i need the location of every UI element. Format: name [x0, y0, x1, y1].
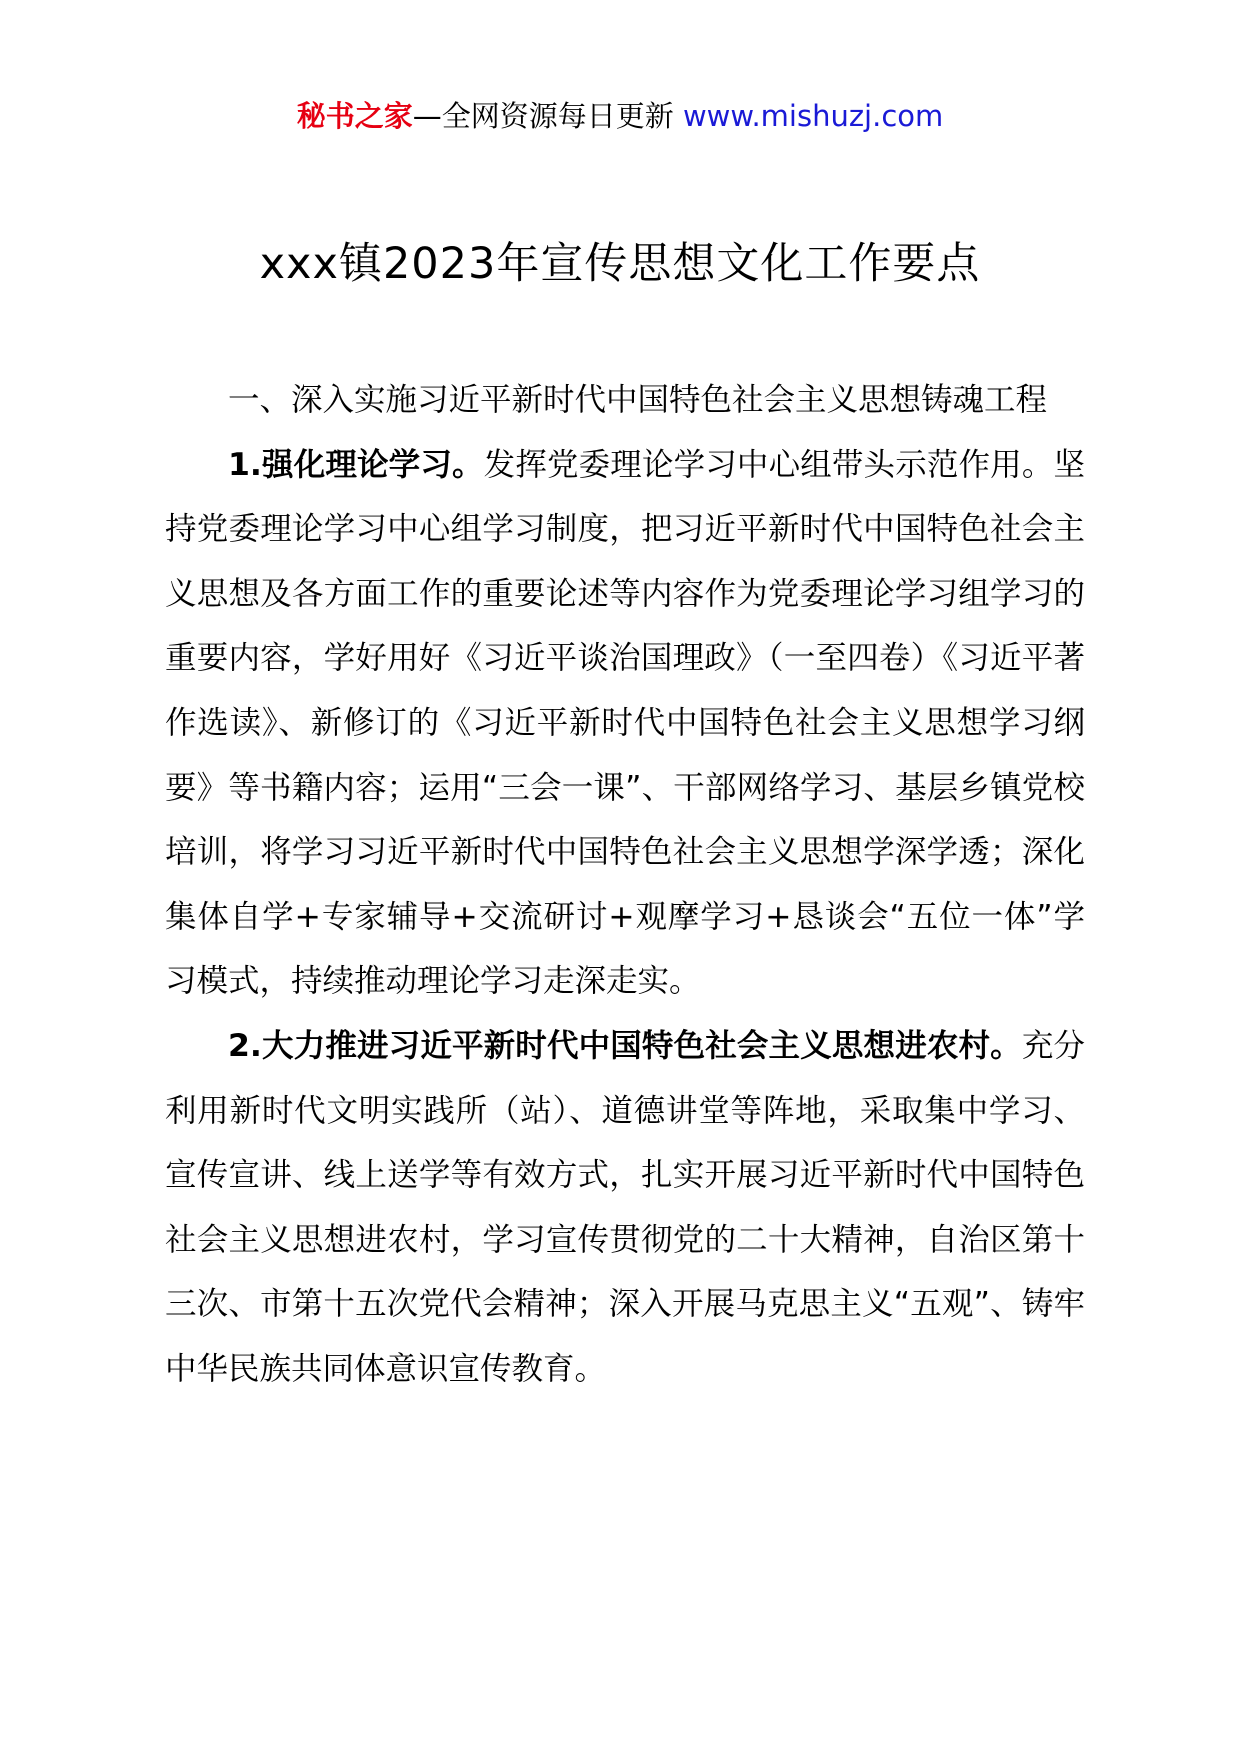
paragraph-item-1: [165, 433, 1085, 1014]
brand-name: 秘书之家: [296, 99, 413, 133]
paragraph-item-2: [165, 1014, 1085, 1402]
header-tagline: —全网资源每日更新: [412, 99, 683, 133]
item-2-body: 充分利用新时代文明实践所（站）、道德讲堂等阵地，采取集中学习、宣传宣讲、线上送学等有效方式，扎实开展习近平新时代中国特色社会主义思想进农村，学习宣传贯彻党的二十大精神，自治区第十三次、市第十五次党代会精神；深入开展马克思主义“五观”、铸牢中华民族共同体意识宣传教育。: [165, 1027, 1085, 1387]
document-title: xxx镇2023年宣传思想文化工作要点: [259, 239, 981, 289]
section-heading: 一、深入实施习近平新时代中国特色社会主义思想铸魂工程: [228, 382, 1048, 418]
item-1-body: 发挥党委理论学习中心组带头示范作用。坚持党委理论学习中心组学习制度，把习近平新时代中国特色社会主义思想及各方面工作的重要论述等内容作为党委理论学习组学习的重要内容，学好用好《习近平谈治国理政》（一至四卷）《习近平著作选读》、新修订的《习近平新时代中国特色社会主义思想学习纲要》等书籍内容；运用“三会一课”、干部网络学习、基层乡镇党校培训，将学习习近平新时代中国特色社会主义思想学深学透；深化集体自学+专家辅导+交流研讨+观摩学习+恳谈会“五位一体”学习模式，持续推动理论学习走深走实。: [165, 446, 1085, 1000]
site-header: [0, 96, 1240, 136]
item-2-lead: 2.大力推进习近平新时代中国特色社会主义思想进农村。: [228, 1027, 1022, 1064]
item-1-lead: 1.强化理论学习。: [228, 446, 484, 483]
document-body: [165, 368, 1085, 1402]
site-url-link[interactable]: www.mishuzj.com: [682, 99, 944, 133]
